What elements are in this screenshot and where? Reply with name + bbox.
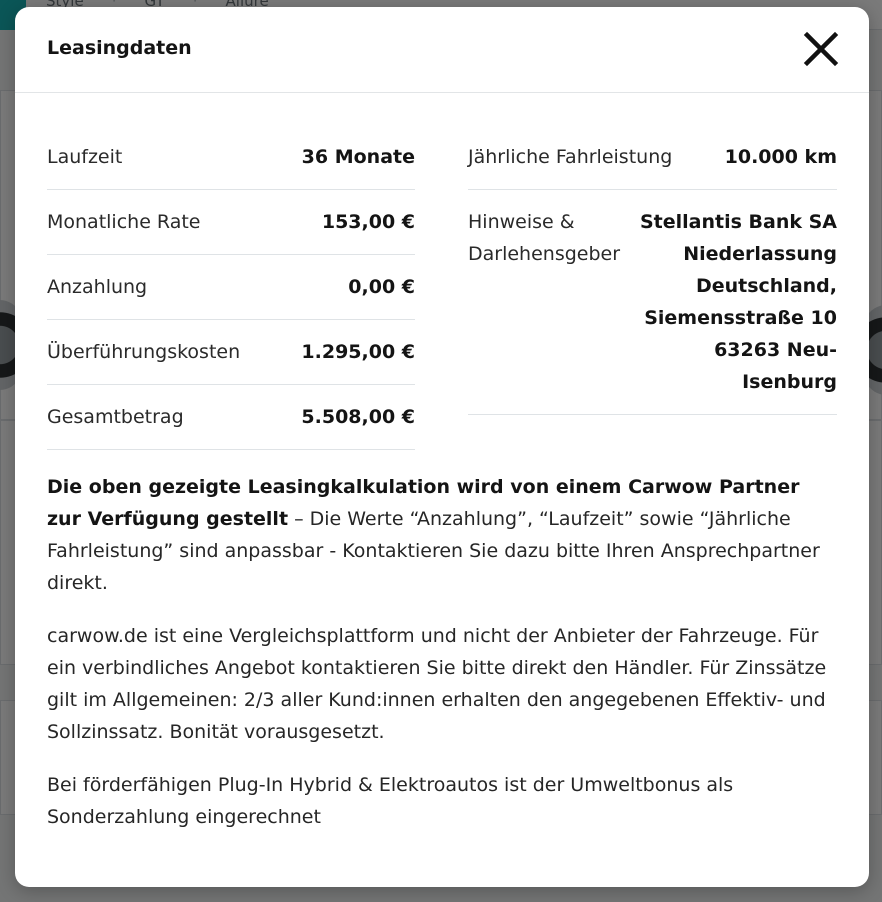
row-value: 36 Monate xyxy=(301,146,415,168)
modal-title: Leasingdaten xyxy=(47,37,192,59)
row-laufzeit xyxy=(47,125,415,190)
row-value: 153,00 € xyxy=(321,211,415,233)
note-paragraph xyxy=(47,471,837,599)
note-bold-lead: Die oben gezeigte Leasingkalkulation wird von einem Carwow Partner zur Verfügung gestellt xyxy=(47,476,800,530)
row-value: 0,00 € xyxy=(348,276,415,298)
row-value: 1.295,00 € xyxy=(301,341,415,363)
note-paragraph: Bei förderfähigen Plug-In Hybrid & Elektroautos ist der Umweltbonus als Sonderzahlung eingerechnet xyxy=(47,774,734,828)
row-value: Stellantis Bank SA Niederlassung Deutschland, Siemensstraße 10 63263 Neu-Isenburg xyxy=(639,211,837,393)
row-label: Hinweise & Darlehensgeber xyxy=(468,211,621,265)
leasing-details-modal xyxy=(15,7,869,887)
leasing-data-left-column xyxy=(47,125,415,450)
row-label: Laufzeit xyxy=(47,146,123,168)
close-button[interactable] xyxy=(801,29,841,69)
leasing-data-right-column xyxy=(468,125,837,415)
note-text: – Die Werte “Anzahlung”, “Laufzeit” sowie “Jährliche Fahrleistung” sind anpassbar - Kontaktieren Sie dazu bitte Ihren Ansprechpartner direkt. xyxy=(47,508,820,594)
row-value: 10.000 km xyxy=(724,146,837,168)
row-gesamtbetrag xyxy=(47,385,415,450)
modal-header xyxy=(15,7,869,93)
row-label: Gesamtbetrag xyxy=(47,406,184,428)
row-label: Monatliche Rate xyxy=(47,211,201,233)
row-label: Anzahlung xyxy=(47,276,148,298)
row-ueberfuehrungskosten xyxy=(47,320,415,385)
row-label: Überführungskosten xyxy=(47,341,241,363)
row-label: Jährliche Fahrleistung xyxy=(468,146,673,168)
leasing-notes xyxy=(47,471,837,854)
note-paragraph: carwow.de ist eine Vergleichsplattform und nicht der Anbieter der Fahrzeuge. Für ein verbindliches Angebot kontaktieren Sie bitte direkt den Händler. Für Zinssätze gilt im Allgemeinen: 2/3 aller Kund:innen erhalten den angegebenen Effektiv- und Sollzinssatz. Bonität vorausgesetzt. xyxy=(47,625,827,743)
row-anzahlung xyxy=(47,255,415,320)
row-monatliche-rate xyxy=(47,190,415,255)
row-darlehensgeber xyxy=(468,190,837,415)
row-value: 5.508,00 € xyxy=(301,406,415,428)
row-jaehrliche-fahrleistung xyxy=(468,125,837,190)
close-icon xyxy=(801,29,841,69)
